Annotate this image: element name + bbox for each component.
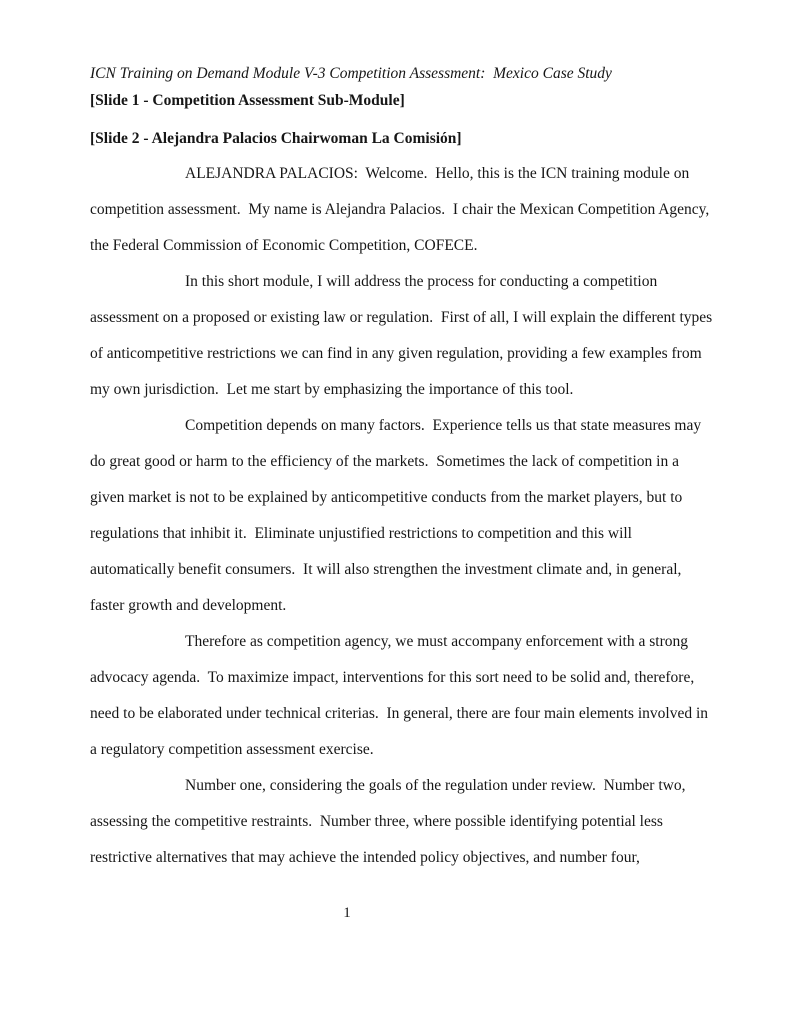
transcript-paragraph: Number one, considering the goals of the regulation under review. Number two, assessing the competitive restraints. Number three, where possible identifying potential less restrictive alternatives that may achieve the intended policy objectives, and number four, xyxy=(90,777,690,866)
document-title: ICN Training on Demand Module V-3 Competition Assessment: Mexico Case Study xyxy=(90,65,612,82)
transcript-body xyxy=(90,156,717,876)
transcript-paragraph: In this short module, I will address the process for conducting a competition assessment on a proposed or existing law or regulation. First of all, I will explain the different types of anticompetitive restrictions we can find in any given regulation, providing a few examples from my own jurisdiction. Let me start by emphasizing the importance of this tool. xyxy=(90,273,717,398)
page-number: 1 xyxy=(343,905,351,921)
document-content xyxy=(90,63,717,876)
slide-1-heading: [Slide 1 - Competition Assessment Sub-Module] xyxy=(90,92,405,109)
transcript-paragraph: Therefore as competition agency, we must accompany enforcement with a strong advocacy agenda. To maximize impact, interventions for this sort need to be solid and, therefore, need to be elaborated under technical criterias. In general, there are four main elements involved in a regulatory competition assessment exercise. xyxy=(90,633,712,758)
transcript-paragraph: Competition depends on many factors. Experience tells us that state measures may do great good or harm to the efficiency of the markets. Sometimes the lack of competition in a given market is not to be explained by anticompetitive conducts from the market players, but to regulations that inhibit it. Eliminate unjustified restrictions to competition and this will automatically benefit consumers. It will also strengthen the investment climate and, in general, faster growth and development. xyxy=(90,417,705,614)
transcript-paragraph: ALEJANDRA PALACIOS: Welcome. Hello, this is the ICN training module on competition assessment. My name is Alejandra Palacios. I chair the Mexican Competition Agency, the Federal Commission of Economic Competition, COFECE. xyxy=(90,165,714,254)
slide-2-heading: [Slide 2 - Alejandra Palacios Chairwoman La Comisión] xyxy=(90,130,462,147)
